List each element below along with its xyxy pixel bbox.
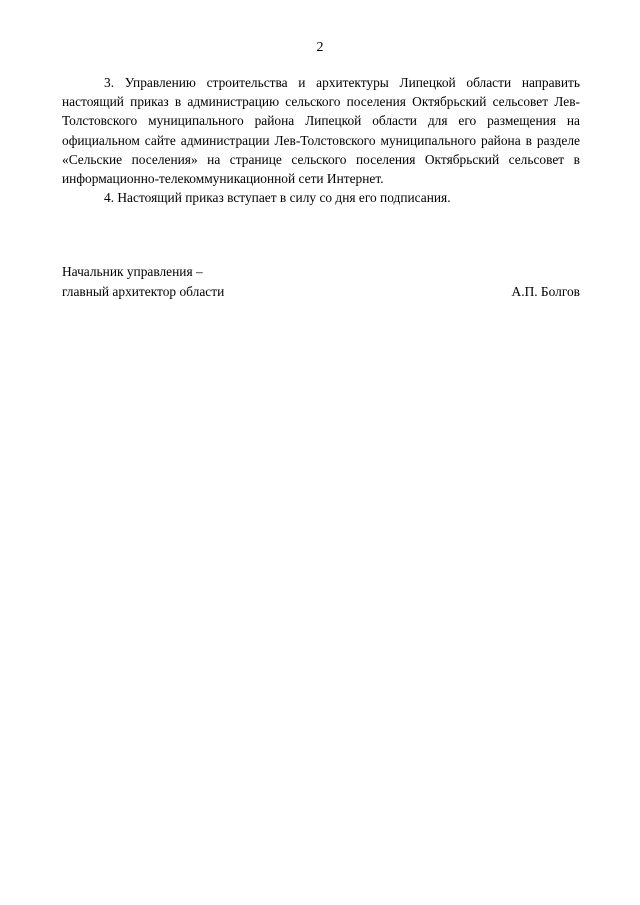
page-number: 2 [316,40,324,55]
paragraph-4: 4. Настоящий приказ вступает в силу со дня его подписания. [104,190,451,206]
paragraph-3: 3. Управлению строительства и архитектуры Липецкой области направить настоящий приказ в администрацию сельского поселения Октябрьский сельсовет Лев-Толстовского муниципального района Липецкой области для его размещения на официальном сайте администрации Лев-Толстовского муниципального района в разделе «Сельские поселения» на странице сельского поселения Октябрьский сельсовет в информационно-телекоммуникационной сети Интернет. [62,75,580,187]
signature-line-2 [62,282,580,302]
signatory-position-line-1: Начальник управления – [62,264,203,279]
signatory-position-line-2: главный архитектор области [62,284,225,299]
signature-block [62,262,580,302]
signature-line-1 [62,262,580,282]
signatory-name: А.П. Болгов [511,284,580,299]
document-body [62,73,580,207]
